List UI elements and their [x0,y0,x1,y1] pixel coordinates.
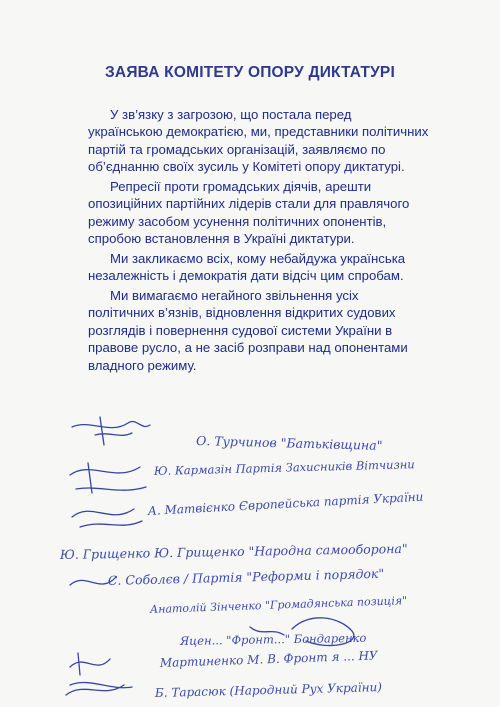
paragraph-line: Ми закликаємо всіх, кому небайдужа українська [110,251,406,266]
signature-scribble [70,653,110,675]
signature-scribble [70,463,146,493]
signature: Анатолій Зінченко "Громадянська позиція" [149,594,408,616]
paragraph-line: українською демократією, ми, представники політичних [88,124,429,140]
signature: А. Матвієнко Європейська партія України [147,489,424,518]
signature: Ю. Кармазін Партія Захисників Вітчизни [153,457,415,478]
paragraph-line: Репресії проти громадських діячів, арешти [110,179,372,194]
paragraph-line: розглядів і повернення судової системи України в [88,322,393,338]
paragraph-line: опозиційних партійних лідерів стали для правлячого [88,196,410,212]
paragraph-line: об’єднанню своїх зусиль у Комітеті опору диктатурі. [88,159,405,175]
signature: Яцен... "Фронт..." Бондаренко [179,630,367,648]
paragraph-4 [88,287,468,374]
paragraph-line: політичних в’язнів, відновлення відкритих судових [88,305,396,321]
signature-scribble [66,682,132,695]
paragraph-line: режиму засобом усунення політичних опонентів, [88,213,387,229]
paragraph-1 [88,106,468,176]
signature-scribble [72,421,150,427]
paragraph-2 [88,178,468,248]
paragraph-line: Ми вимагаємо негайного звільнення усіх [110,288,359,303]
signature: С. Соболєв / Партія "Реформи і порядок" [107,565,385,588]
signature: Мартиненко М. В. Фронт я ... НУ [159,648,378,670]
paragraph-3 [88,250,468,285]
signatures-area [0,405,500,707]
paragraph-line: партій та громадських організацій, заявляємо по [88,141,386,157]
signature-scribble [72,509,142,527]
document-title: ЗАЯВА КОМІТЕТУ ОПОРУ ДИКТАТУРІ [105,64,395,81]
paragraph-line: У зв’язку з загрозою, що постала перед [110,107,352,122]
signature: Ю. Грищенко Ю. Грищенко "Народна самооборона" [59,540,408,562]
paragraph-line: владного режиму. [88,357,197,373]
signature: Б. Тарасюк (Народний Рух України) [154,680,383,700]
paragraph-line: незалежність і демократія дати відсіч цим спробам. [88,268,404,284]
paragraph-line: правове русло, а не засіб розправи над опонентами [88,340,408,356]
paragraph-line: спробою встановлення в Україні диктатури. [88,231,355,247]
signature-scribble [95,417,132,445]
signature: О. Турчинов "Батьківщина" [195,433,383,453]
